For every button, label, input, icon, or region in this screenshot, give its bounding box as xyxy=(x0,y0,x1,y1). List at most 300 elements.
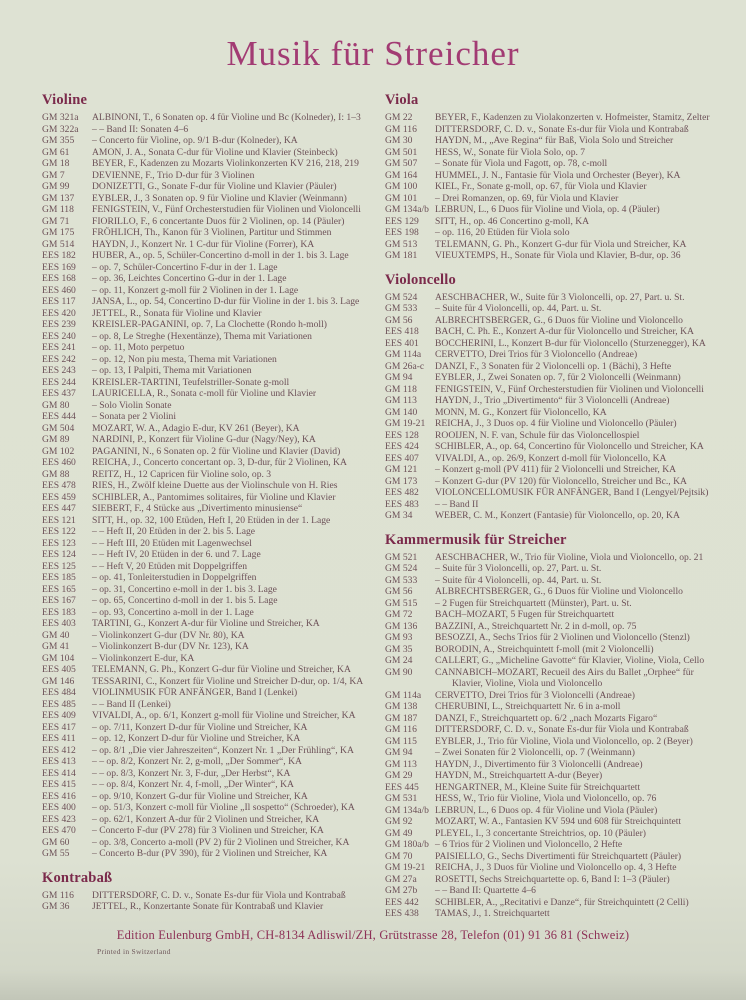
catalog-number: EES 423 xyxy=(42,813,76,825)
entry-text: TARTINI, G., Konzert A-dur für Violine und Streicher, KA xyxy=(92,618,320,629)
catalog-entry xyxy=(42,147,385,159)
catalog-entry xyxy=(42,124,385,136)
entry-text: KREISLER-PAGANINI, op. 7, La Clochette (Rondo h-moll) xyxy=(92,319,327,330)
catalog-number: EES 444 xyxy=(42,411,76,422)
catalog-entry xyxy=(385,510,732,522)
catalog-number: GM 40 xyxy=(42,629,70,641)
entry-text: – Suite für 4 Violoncelli, op. 44, Part. u. St. xyxy=(435,303,602,314)
section-heading: Violoncello xyxy=(385,271,456,288)
catalog-number: EES 122 xyxy=(42,526,76,537)
entry-text: – – op. 8/2, Konzert Nr. 2, g-moll, „Der Sommer“, KA xyxy=(92,756,302,767)
catalog-entry xyxy=(42,538,385,550)
left-column xyxy=(42,92,385,923)
entry-text: BACH–MOZART, 5 Fugen für Streichquartett xyxy=(435,609,615,620)
catalog-entry xyxy=(42,273,385,285)
catalog-entry xyxy=(385,292,732,304)
catalog-entry xyxy=(42,216,385,228)
entry-text: – 2 Fugen für Streichquartett (Münster), Part. u. St. xyxy=(435,597,632,609)
catalog-number: GM 7 xyxy=(42,169,65,181)
entry-text: BAZZINI, A., Streichquartett Nr. 2 in d-moll, op. 75 xyxy=(435,620,637,632)
catalog-entry xyxy=(42,768,385,780)
catalog-number: EES 401 xyxy=(385,337,419,349)
catalog-entry xyxy=(385,793,732,805)
catalog-number: GM 99 xyxy=(42,181,70,192)
catalog-number: GM 60 xyxy=(42,836,70,848)
entry-text: – op. 116, 20 Etüden für Viola solo xyxy=(435,227,570,238)
entry-text: – op. 11, Konzert g-moll für 2 Violinen in der 1. Lage xyxy=(92,284,299,296)
entry-text: – Concerto B-dur (PV 390), für 2 Violinen und Streicher, KA xyxy=(92,848,328,859)
entry-text: – Konzert g-moll (PV 411) für 2 Violoncelli und Streicher, KA xyxy=(435,464,677,475)
entry-text: SCHIBLER, A., „Recitativi e Danze“, für Streichquintett (2 Celli) xyxy=(435,896,689,908)
catalog-entry xyxy=(385,315,732,327)
catalog-entry xyxy=(385,361,732,373)
entry-text: TAMAS, J., 1. Streichquartett xyxy=(435,908,550,919)
entry-text: – op. 51/3, Konzert c-moll für Violine „Il sospetto“ (Schroeder), KA xyxy=(92,802,355,813)
catalog-number: EES 244 xyxy=(42,376,76,388)
catalog-number: GM 140 xyxy=(385,406,418,418)
catalog-entry xyxy=(385,487,732,499)
entry-list xyxy=(42,890,385,913)
catalog-entry xyxy=(385,499,732,511)
catalog-section xyxy=(42,92,385,860)
catalog-entry xyxy=(385,407,732,419)
catalog-number: GM 521 xyxy=(385,551,418,563)
entry-text: ALBINONI, T., 6 Sonaten op. 4 für Violine und Bc (Kolneder), I: 1–3 xyxy=(92,112,361,123)
catalog-number: GM 180a/b xyxy=(385,839,429,850)
entry-text: – – Heft V, 20 Etüden mit Doppelgriffen xyxy=(92,560,248,572)
entry-text: – op. 65, Concertino d-moll in der 1. bis 5. Lage xyxy=(92,595,278,606)
entry-text: CALLERT, G., „Micheline Gavotte“ für Klavier, Violine, Viola, Cello xyxy=(435,655,705,666)
catalog-number: GM 92 xyxy=(385,816,413,827)
entry-text: JETTEL, R., Konzertante Sonate für Kontrabaß und Klavier xyxy=(92,901,324,912)
entry-text: – Suite für 3 Violoncelli, op. 27, Part. u. St. xyxy=(435,563,602,574)
entry-text: – op. 12, Non piu mesta, Thema mit Variationen xyxy=(92,353,277,365)
catalog-entry xyxy=(385,701,732,713)
catalog-number: EES 240 xyxy=(42,330,76,342)
catalog-entry xyxy=(385,303,732,315)
entry-text: – – Band II xyxy=(435,498,479,510)
catalog-number: GM 27a xyxy=(385,873,417,885)
catalog-number xyxy=(385,678,435,690)
catalog-entry xyxy=(385,158,732,170)
catalog-entry xyxy=(42,584,385,596)
catalog-number: GM 514 xyxy=(42,238,75,250)
entry-text: FENIGSTEIN, V., Fünf Orchesterstudien für Violinen und Violoncelli xyxy=(435,383,704,395)
catalog-entry xyxy=(42,630,385,642)
page-footer xyxy=(0,928,746,956)
catalog-number: GM 34 xyxy=(385,510,413,521)
catalog-number: EES 484 xyxy=(42,687,76,698)
columns-container xyxy=(42,92,732,930)
catalog-entry xyxy=(385,816,732,828)
catalog-entry xyxy=(385,667,732,679)
catalog-entry xyxy=(385,216,732,228)
entry-text: ALBRECHTSBERGER, G., 6 Duos für Violine und Violoncello xyxy=(435,314,683,326)
catalog-number: GM 56 xyxy=(385,314,413,326)
entry-text: PLEYEL, I., 3 concertante Streichtrios, op. 10 (Päuler) xyxy=(435,827,647,839)
catalog-number: GM 19-21 xyxy=(385,862,426,873)
catalog-entry xyxy=(385,747,732,759)
catalog-entry xyxy=(42,135,385,147)
catalog-entry xyxy=(42,250,385,262)
catalog-entry xyxy=(42,480,385,492)
catalog-entry xyxy=(385,839,732,851)
catalog-entry xyxy=(42,561,385,573)
catalog-entry xyxy=(42,181,385,193)
catalog-number: GM 88 xyxy=(42,468,70,480)
entry-text: AMON, J. A., Sonata C-dur für Violine und Klavier (Steinbeck) xyxy=(92,146,338,158)
catalog-number: GM 115 xyxy=(385,735,417,747)
catalog-entry xyxy=(385,204,732,216)
catalog-entry xyxy=(385,885,732,897)
catalog-number: GM 93 xyxy=(385,632,413,643)
entry-text: DANZI, F., Streichquartett op. 6/2 „nach Mozarts Figaro“ xyxy=(435,712,658,724)
catalog-entry xyxy=(42,457,385,469)
entry-text: CHERUBINI, L., Streichquartett Nr. 6 in a-moll xyxy=(435,701,621,712)
entry-text: – – Band II (Lenkei) xyxy=(92,698,171,710)
entry-text: FRÖHLICH, Th., Kanon für 3 Violinen, Partitur und Stimmen xyxy=(92,227,332,238)
catalog-entry xyxy=(385,453,732,465)
entry-text: BESOZZI, A., Sechs Trios für 2 Violinen und Violoncello (Stenzl) xyxy=(435,632,690,643)
catalog-entry xyxy=(42,653,385,665)
catalog-entry xyxy=(42,296,385,308)
catalog-entry xyxy=(42,193,385,205)
catalog-entry xyxy=(42,492,385,504)
catalog-number: GM 118 xyxy=(42,204,74,215)
entry-text: FIORILLO, F., 6 concertante Duos für 2 Violinen, op. 14 (Päuler) xyxy=(92,215,345,227)
catalog-entry xyxy=(42,319,385,331)
catalog-number: EES 242 xyxy=(42,353,76,365)
catalog-number: EES 123 xyxy=(42,537,76,549)
catalog-number: EES 124 xyxy=(42,549,76,560)
catalog-entry xyxy=(42,158,385,170)
catalog-entry xyxy=(385,135,732,147)
catalog-number: GM 355 xyxy=(42,135,75,146)
catalog-entry xyxy=(42,204,385,216)
catalog-number: GM 187 xyxy=(385,712,418,724)
entry-text: DITTERSDORF, C. D. v., Sonate Es-dur für Viola und Kontrabaß xyxy=(435,724,689,735)
catalog-entry xyxy=(385,575,732,587)
catalog-entry xyxy=(385,655,732,667)
catalog-number: GM 27b xyxy=(385,885,418,896)
entry-text: AESCHBACHER, W., Suite für 3 Violoncelli, op. 27, Part. u. St. xyxy=(435,291,685,303)
catalog-entry xyxy=(385,464,732,476)
catalog-number: EES 409 xyxy=(42,710,76,721)
catalog-entry xyxy=(42,388,385,400)
entry-text: FENIGSTEIN, V., Fünf Orchesterstudien für Violinen und Violoncelli xyxy=(92,204,361,215)
catalog-number: EES 168 xyxy=(42,273,76,284)
catalog-entry xyxy=(42,423,385,435)
entry-text: JETTEL, R., Sonata für Violine und Klavier xyxy=(92,307,262,319)
entry-text: – op. 13, I Palpiti, Thema mit Variationen xyxy=(92,365,252,376)
catalog-entry xyxy=(42,342,385,354)
catalog-entry xyxy=(42,618,385,630)
catalog-entry xyxy=(42,607,385,619)
catalog-number: GM 175 xyxy=(42,227,75,238)
catalog-number: EES 121 xyxy=(42,514,76,526)
entry-text: – 6 Trios für 2 Violinen und Violoncello, 2 Hefte xyxy=(435,839,623,850)
catalog-number: EES 420 xyxy=(42,307,76,319)
catalog-entry xyxy=(385,395,732,407)
catalog-entry xyxy=(385,338,732,350)
catalog-section xyxy=(385,92,732,262)
catalog-section xyxy=(385,272,732,522)
entry-text: PAISIELLO, G., Sechs Divertimenti für Streichquartett (Päuler) xyxy=(435,850,682,862)
catalog-number: EES 459 xyxy=(42,491,76,503)
catalog-entry xyxy=(42,756,385,768)
entry-text: HESS, W., Sonate für Viola Solo, op. 7 xyxy=(435,146,586,158)
entry-text: – Violinkonzert E-dur, KA xyxy=(92,652,195,664)
entry-list xyxy=(385,552,732,920)
catalog-number: GM 94 xyxy=(385,372,413,383)
entry-text: – Suite für 4 Violoncelli, op. 44, Part. u. St. xyxy=(435,574,602,586)
catalog-number: GM 101 xyxy=(385,192,418,204)
catalog-entry xyxy=(385,384,732,396)
section-heading: Kammermusik für Streicher xyxy=(385,531,567,548)
catalog-number: GM 49 xyxy=(385,827,413,839)
catalog-entry xyxy=(385,632,732,644)
entry-text: HENGARTNER, M., Kleine Suite für Streichquartett xyxy=(435,781,641,793)
catalog-entry xyxy=(42,365,385,377)
catalog-number: EES 411 xyxy=(42,733,76,744)
catalog-number: GM 24 xyxy=(385,655,413,666)
catalog-entry xyxy=(42,745,385,757)
entry-text: – op. 41, Tonleiterstudien in Doppelgriffen xyxy=(92,572,257,583)
catalog-entry xyxy=(385,326,732,338)
entry-text: HUMMEL, J. N., Fantasie für Viola und Orchester (Beyer), KA xyxy=(435,169,681,181)
entry-text: HESS, W., Trio für Violine, Viola und Violoncello, op. 76 xyxy=(435,793,657,804)
page-title: Musik für Streicher xyxy=(226,34,520,73)
entry-text: MOZART, W. A., Fantasien KV 594 und 608 für Streichquintett xyxy=(435,816,682,827)
catalog-number: GM 71 xyxy=(42,215,70,227)
catalog-entry xyxy=(385,759,732,771)
catalog-entry xyxy=(385,828,732,840)
catalog-entry xyxy=(385,908,732,920)
entry-text: – op. 11, Moto perpetuo xyxy=(92,342,185,353)
entry-text: NARDINI, P., Konzert für Violine G-dur (Nagy/Ney), KA xyxy=(92,434,316,445)
entry-text: SCHIBLER, A., Pantomimes solitaires, für Violine und Klavier xyxy=(92,491,336,503)
entry-text: – op. 8, Le Streghe (Hexentänze), Thema mit Variationen xyxy=(92,330,312,342)
entry-text: VIEUXTEMPS, H., Sonate für Viola und Klavier, B-dur, op. 36 xyxy=(435,250,681,261)
entry-text: HAYDN, J., Divertimento für 3 Violoncelli (Andreae) xyxy=(435,758,643,770)
catalog-number: GM 36 xyxy=(42,901,70,912)
entry-text: DONIZETTI, G., Sonate F-dur für Violine und Klavier (Päuler) xyxy=(92,181,337,192)
catalog-number: GM 118 xyxy=(385,383,417,395)
entry-text: – – Band II: Sonaten 4–6 xyxy=(92,123,189,135)
catalog-number: EES 185 xyxy=(42,572,76,583)
catalog-number: GM 26a-c xyxy=(385,360,425,372)
entry-text: SCHIBLER, A., op. 64, Concertino für Violoncello und Streicher, KA xyxy=(435,441,704,452)
entry-text: VIOLONCELLOMUSIK FÜR ANFÄNGER, Band I (Lengyel/Pejtsik) xyxy=(435,487,709,498)
catalog-number: EES 243 xyxy=(42,365,76,376)
entry-text: LEBRUN, L., 6 Duos op. 4 für Violine und Viola (Päuler) xyxy=(435,804,658,816)
entry-text: ROOIJEN, N. F. van, Schule für das Violoncellospiel xyxy=(435,429,640,441)
catalog-entry xyxy=(42,331,385,343)
catalog-entry xyxy=(385,430,732,442)
catalog-number: EES 403 xyxy=(42,618,76,629)
catalog-number: EES 438 xyxy=(385,908,419,919)
entry-text: CANNABICH–MOZART, Recueil des Airs du Ballet „Orphee“ für xyxy=(435,666,694,678)
catalog-number: GM 19-21 xyxy=(385,418,426,429)
entry-text: – Konzert G-dur (PV 120) für Violoncello, Streicher und Bc., KA xyxy=(435,475,687,487)
entry-text: MOZART, W. A., Adagio E-dur, KV 261 (Beyer), KA xyxy=(92,422,300,434)
catalog-entry xyxy=(42,262,385,274)
catalog-entry xyxy=(385,609,732,621)
entry-text: – – op. 8/3, Konzert Nr. 3, F-dur, „Der Herbst“, KA xyxy=(92,767,291,779)
catalog-number: GM 513 xyxy=(385,238,418,250)
entry-text: PAGANINI, N., 6 Sonaten op. 2 für Violine und Klavier (David) xyxy=(92,445,341,457)
entry-text: – op. 9/10, Konzert G-dur für Violine und Streicher, KA xyxy=(92,790,308,802)
catalog-number: GM 55 xyxy=(42,848,70,859)
catalog-entry xyxy=(42,515,385,527)
entry-text: BEYER, F., Kadenzen zu Mozarts Violinkonzerten KV 216, 218, 219 xyxy=(92,158,359,169)
catalog-number: GM 524 xyxy=(385,563,418,574)
entry-text: WEBER, C. M., Konzert (Fantasie) für Violoncello, op. 20, KA xyxy=(435,510,680,521)
entry-text: – Solo Violin Sonate xyxy=(92,399,172,411)
entry-text: VIVALDI, A., op. 26/9, Konzert d-moll für Violoncello, KA xyxy=(435,452,667,464)
entry-text: – – Heft II, 20 Etüden in der 2. bis 5. Lage xyxy=(92,526,256,537)
catalog-number: GM 173 xyxy=(385,475,418,487)
catalog-entry xyxy=(385,644,732,656)
entry-text: TELEMANN, G. Ph., Konzert G-dur für Viola und Streicher, KA xyxy=(435,238,687,250)
entry-text: – Violinkonzert B-dur (DV Nr. 123), KA xyxy=(92,641,249,652)
catalog-section xyxy=(42,870,385,913)
catalog-entry xyxy=(42,239,385,251)
entry-text: – op. 7, Schüler-Concertino F-dur in der 1. Lage xyxy=(92,261,278,273)
catalog-number: EES 183 xyxy=(42,606,76,618)
catalog-number: GM 114a xyxy=(385,689,422,701)
entry-text: CERVETTO, Drei Trios für 3 Violoncello (Andreae) xyxy=(435,349,638,360)
catalog-entry xyxy=(385,770,732,782)
catalog-number: EES 414 xyxy=(42,767,76,779)
catalog-entry xyxy=(385,181,732,193)
catalog-entry xyxy=(42,676,385,688)
catalog-number: EES 198 xyxy=(385,227,419,238)
entry-text: BORODIN, A., Streichquintett f-moll (mit 2 Violoncelli) xyxy=(435,643,654,655)
entry-text: REICHA, J., 3 Duos op. 4 für Violine und Violoncello (Päuler) xyxy=(435,418,677,429)
catalog-number: GM 504 xyxy=(42,422,75,434)
catalog-entry xyxy=(385,418,732,430)
catalog-entry xyxy=(385,724,732,736)
catalog-number: EES 470 xyxy=(42,825,76,836)
catalog-number: GM 134a/b xyxy=(385,804,429,816)
catalog-entry xyxy=(42,170,385,182)
catalog-number: GM 501 xyxy=(385,146,418,158)
catalog-number: GM 531 xyxy=(385,793,418,804)
catalog-entry xyxy=(385,147,732,159)
catalog-entry xyxy=(42,699,385,711)
catalog-entry xyxy=(42,411,385,423)
catalog-entry xyxy=(385,349,732,361)
catalog-number: GM 121 xyxy=(385,464,418,475)
catalog-number: GM 137 xyxy=(42,192,75,204)
catalog-entry xyxy=(42,664,385,676)
catalog-entry xyxy=(385,736,732,748)
catalog-number: EES 412 xyxy=(42,744,76,756)
catalog-number: GM 113 xyxy=(385,395,417,406)
catalog-number: EES 165 xyxy=(42,583,76,595)
catalog-number: GM 30 xyxy=(385,135,413,146)
catalog-number: EES 485 xyxy=(42,698,76,710)
entry-text: BOCCHERINI, L., Konzert B-dur für Violoncello (Sturzenegger), KA xyxy=(435,337,706,349)
entry-text: – op. 93, Concertino a-moll in der 1. Lage xyxy=(92,606,254,618)
section-heading: Kontrabaß xyxy=(42,869,113,886)
entry-text: – Zwei Sonaten für 2 Violoncelli, op. 7 (Weinmann) xyxy=(435,747,635,758)
entry-text: – – Heft III, 20 Etüden mit Lagenwechsel xyxy=(92,537,252,549)
catalog-number: GM 70 xyxy=(385,850,413,862)
section-heading: Viola xyxy=(385,92,419,108)
catalog-entry xyxy=(385,227,732,239)
catalog-entry xyxy=(385,476,732,488)
catalog-number: GM 524 xyxy=(385,291,418,303)
catalog-number: GM 41 xyxy=(42,641,70,652)
catalog-entry xyxy=(385,897,732,909)
entry-text: – op. 36, Leichtes Concertino G-dur in der 1. Lage xyxy=(92,273,287,284)
catalog-number: EES 167 xyxy=(42,595,76,606)
catalog-number: EES 447 xyxy=(42,503,76,514)
catalog-entry xyxy=(385,112,732,124)
entry-text: – – Band II: Quartette 4–6 xyxy=(435,885,536,896)
catalog-number: GM 102 xyxy=(42,445,75,457)
catalog-number: GM 136 xyxy=(385,620,418,632)
entry-text: – – op. 8/4, Konzert Nr. 4, f-moll, „Der Winter“, KA xyxy=(92,779,294,790)
catalog-number: EES 407 xyxy=(385,452,419,464)
entry-text: VIVALDI, A., op. 6/1, Konzert g-moll für Violine und Streicher, KA xyxy=(92,710,356,721)
entry-text: – – Heft IV, 20 Etüden in der 6. und 7. Lage xyxy=(92,549,261,560)
catalog-entry xyxy=(42,802,385,814)
entry-text: – Sonate für Viola und Fagott, op. 78, c-moll xyxy=(435,158,608,169)
entry-text: AESCHBACHER, W., Trio für Violine, Viola und Violoncello, op. 21 xyxy=(435,551,704,563)
catalog-number: EES 417 xyxy=(42,721,76,733)
catalog-entry xyxy=(385,563,732,575)
catalog-number: EES 128 xyxy=(385,429,419,441)
catalog-number: EES 129 xyxy=(385,215,419,227)
catalog-number: EES 442 xyxy=(385,896,419,908)
catalog-number: GM 100 xyxy=(385,181,418,192)
catalog-entry xyxy=(42,722,385,734)
entry-text: JANSA, L., op. 54, Concertino D-dur für Violine in der 1. bis 3. Lage xyxy=(92,296,360,307)
catalog-number: GM 138 xyxy=(385,701,418,712)
entry-text: EYBLER, J., Zwei Sonaten op. 7, für 2 Violoncelli (Weinmann) xyxy=(435,372,681,383)
catalog-entry xyxy=(42,710,385,722)
entry-text: DEVIENNE, F., Trio D-dur für 3 Violinen xyxy=(92,169,255,181)
entry-text: – Violinkonzert G-dur (DV Nr. 80), KA xyxy=(92,629,245,641)
catalog-number: GM 22 xyxy=(385,112,413,123)
catalog-number: EES 418 xyxy=(385,326,419,337)
catalog-number: EES 239 xyxy=(42,319,76,330)
catalog-entry xyxy=(42,434,385,446)
section-heading: Violine xyxy=(42,92,88,108)
catalog-entry xyxy=(42,779,385,791)
entry-text: HUBER, A., op. 5, Schüler-Concertino d-moll in der 1. bis 3. Lage xyxy=(92,250,349,261)
catalog-entry xyxy=(42,112,385,124)
entry-text: SIEBERT, F., 4 Stücke aus „Divertimento minusiense“ xyxy=(92,503,303,514)
catalog-number: EES 424 xyxy=(385,441,419,452)
catalog-entry xyxy=(42,377,385,389)
catalog-entry xyxy=(42,308,385,320)
catalog-number: GM 29 xyxy=(385,770,413,781)
entry-text: ALBRECHTSBERGER, G., 6 Duos für Violine und Violoncello xyxy=(435,586,683,597)
catalog-entry xyxy=(385,690,732,702)
catalog-entry xyxy=(385,713,732,725)
catalog-number: EES 415 xyxy=(42,779,76,790)
catalog-number: GM 113 xyxy=(385,758,417,770)
catalog-entry xyxy=(42,814,385,826)
catalog-entry xyxy=(385,124,732,136)
entry-text: – Drei Romanzen, op. 69, für Viola und Klavier xyxy=(435,192,619,204)
entry-text: RIES, H., Zwölf kleine Duette aus der Violinschule von H. Ries xyxy=(92,480,338,491)
catalog-number: GM 116 xyxy=(385,123,417,135)
